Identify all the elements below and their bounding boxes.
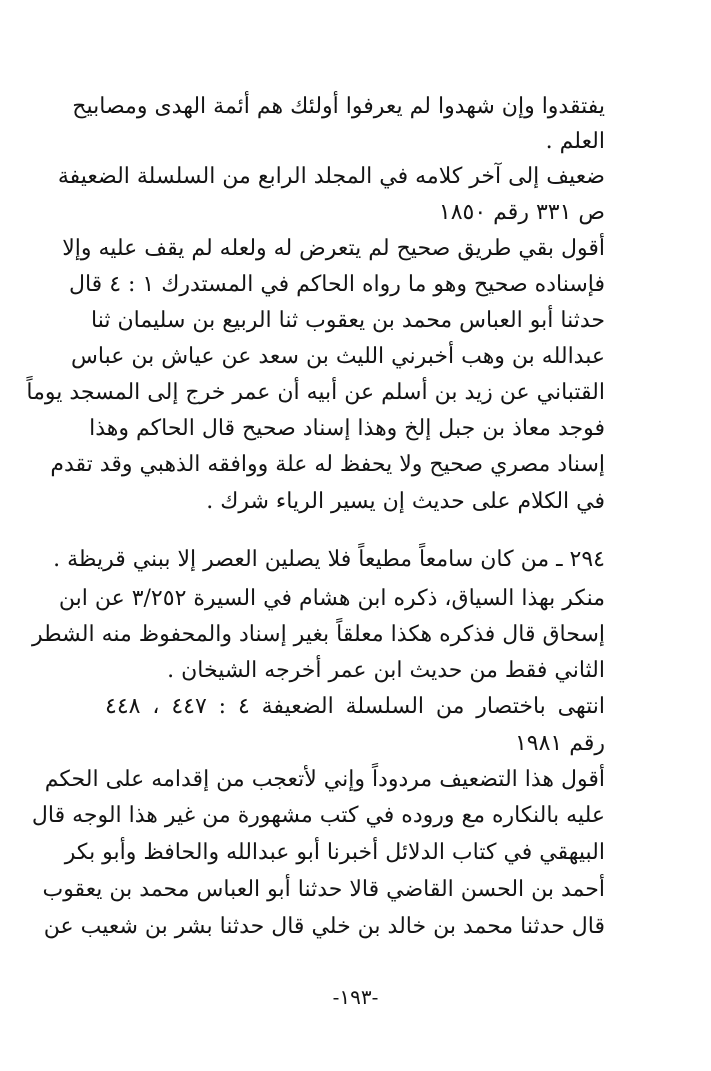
text-line: فوجد معاذ بن جبل إلخ وهذا إسناد صحيح قال الحاكم وهذا: [89, 416, 605, 441]
text-line: أقول بقي طريق صحيح لم يتعرض له ولعله لم يقف عليه وإلا: [62, 236, 605, 261]
text-line: الثاني فقط من حديث ابن عمر أخرجه الشيخان .: [167, 658, 605, 683]
hadith-heading-294: ٢٩٤ ـ من كان سامعاً مطيعاً فلا يصلين العصر إلا ببني قريظة .: [53, 547, 605, 572]
text-line: قال حدثنا محمد بن خالد بن خلي قال حدثنا بشر بن شعيب عن: [43, 914, 605, 939]
text-line: فإسناده صحيح وهو ما رواه الحاكم في المستدرك ١ : ٤ قال: [68, 272, 605, 297]
text-line: العلم .: [545, 129, 605, 154]
text-line: منكر بهذا السياق، ذكره ابن هشام في السيرة ٣/٢٥٢ عن ابن: [58, 586, 605, 611]
text-line: إسحاق قال فذكره هكذا معلقاً بغير إسناد والمحفوظ منه الشطر: [31, 622, 605, 647]
text-line: عليه بالنكاره مع وروده في كتب مشهورة من غير هذا الوجه قال: [31, 803, 605, 828]
text-line: رقم ١٩٨١: [514, 731, 605, 756]
text-line: أحمد بن الحسن القاضي قالا حدثنا أبو العباس محمد بن يعقوب: [42, 877, 605, 902]
text-line: البيهقي في كتاب الدلائل أخبرنا أبو عبدالله والحافظ وأبو بكر: [64, 840, 605, 865]
text-line: يفتقدوا وإن شهدوا لم يعرفوا أولئك هم أئمة الهدى ومصابيح: [72, 94, 605, 119]
text-line: أقول هذا التضعيف مردوداً وإني لأتعجب من إقدامه على الحكم: [44, 767, 605, 792]
text-line: القتباني عن زيد بن أسلم عن أبيه أن عمر خرج إلى المسجد يوماً: [26, 380, 605, 405]
text-line: في الكلام على حديث إن يسير الرياء شرك .: [206, 489, 605, 514]
text-line: ضعيف إلى آخر كلامه في المجلد الرابع من السلسلة الضعيفة: [57, 164, 605, 189]
page-number: -١٩٣-: [332, 985, 379, 1009]
text-line: عبدالله بن وهب أخبرني الليث بن سعد عن عياش بن عباس: [71, 344, 605, 369]
text-line: إسناد مصري صحيح ولا يحفظ له علة ووافقه الذهبي وقد تقدم: [50, 452, 605, 477]
text-line: ص ٣٣١ رقم ١٨٥٠: [438, 200, 605, 225]
text-line: انتهى باختصار من السلسلة الضعيفة ٤ : ٤٤٧ ، ٤٤٨: [105, 694, 605, 719]
text-line: حدثنا أبو العباس محمد بن يعقوب ثنا الربيع بن سليمان ثنا: [91, 308, 605, 333]
